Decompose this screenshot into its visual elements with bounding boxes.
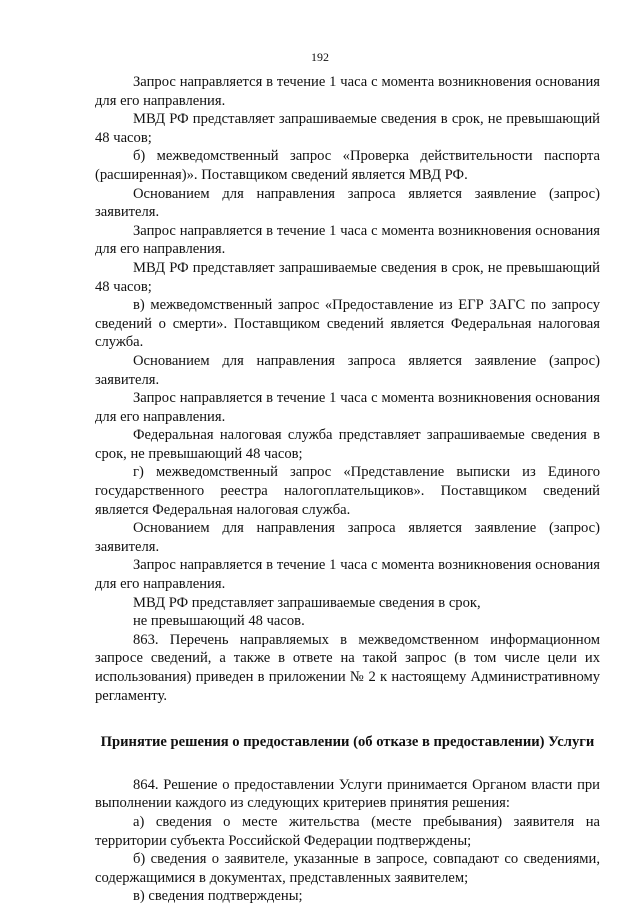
- paragraph: б) сведения о заявителе, указанные в запросе, совпадают со сведениями, содержащимися в документах, представленных заявителем;: [95, 851, 600, 886]
- section-heading: Принятие решения о предоставлении (об отказе в предоставлении) Услуги: [100, 734, 595, 751]
- paragraph: 864. Решение о предоставлении Услуги принимается Органом власти при выполнении каждого из следующих критериев принятия решения:: [95, 776, 600, 812]
- paragraph: Основанием для направления запроса является заявление (запрос) заявителя.: [95, 520, 600, 555]
- paragraph: МВД РФ представляет запрашиваемые сведения в срок, не превышающий 48 часов;: [95, 111, 600, 146]
- paragraph: Запрос направляется в течение 1 часа с момента возникновения основания для его направления.: [95, 222, 600, 258]
- paragraph: Основанием для направления запроса является заявление (запрос) заявителя.: [95, 352, 600, 388]
- paragraph: в) сведения подтверждены;: [133, 888, 303, 905]
- paragraph: а) сведения о месте жительства (месте пребывания) заявителя на территории субъекта Российской Федерации подтверждены;: [95, 813, 600, 849]
- paragraph: Запрос направляется в течение 1 часа с момента возникновения основания для его направления.: [95, 390, 600, 425]
- document-body: [95, 73, 600, 906]
- paragraph: Федеральная налоговая служба представляет запрашиваемые сведения в срок, не превышающий 48 часов;: [95, 427, 600, 462]
- paragraph: Запрос направляется в течение 1 часа с момента возникновения основания для его направления.: [95, 74, 600, 109]
- paragraph: МВД РФ представляет запрашиваемые сведения в срок,: [133, 594, 481, 611]
- paragraph: Запрос направляется в течение 1 часа с момента возникновения основания для его направления.: [95, 557, 600, 593]
- paragraph: г) межведомственный запрос «Представление выписки из Единого государственного реестра налогоплательщиков». Поставщиком сведений является Федеральная налоговая служба.: [95, 464, 600, 518]
- paragraph: 863. Перечень направляемых в межведомственном информационном запросе сведений, а также в ответе на такой запрос (в том числе цели их использования) приведен в приложении № 2 к настоящему Административному регламенту.: [95, 631, 600, 704]
- paragraph: б) межведомственный запрос «Проверка действительности паспорта (расширенная)». Поставщиком сведений является МВД РФ.: [95, 148, 600, 183]
- paragraph: Основанием для направления запроса является заявление (запрос) заявителя.: [95, 185, 600, 221]
- page-number: 192: [311, 50, 329, 64]
- paragraph: не превышающий 48 часов.: [133, 613, 305, 630]
- paragraph: в) межведомственный запрос «Предоставление из ЕГР ЗАГС по запросу сведений о смерти». Поставщиком сведений является Федеральная налоговая служба.: [95, 297, 600, 351]
- paragraph: МВД РФ представляет запрашиваемые сведения в срок, не превышающий 48 часов;: [95, 259, 600, 295]
